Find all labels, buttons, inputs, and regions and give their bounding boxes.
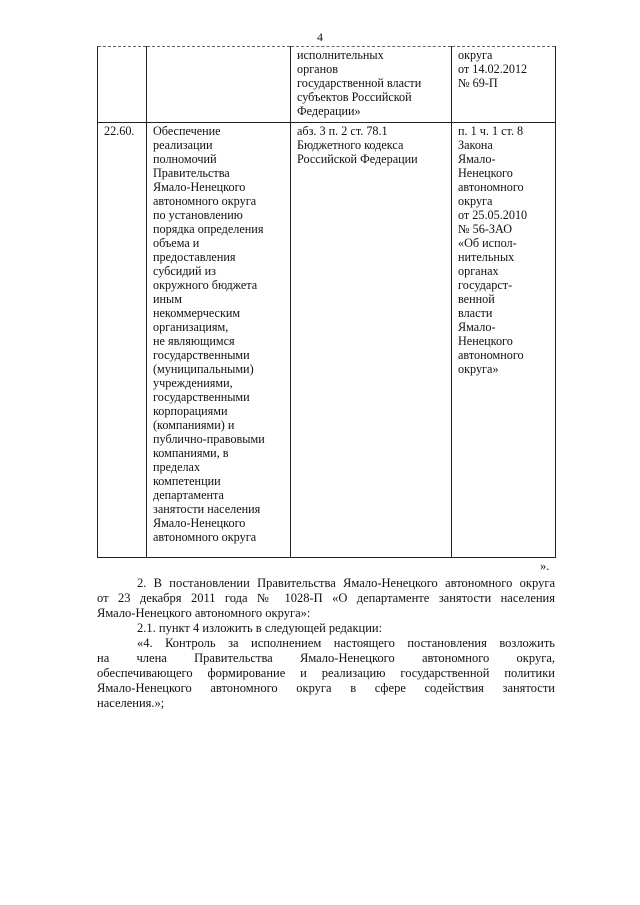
cell-text-line: субсидий из [153, 264, 216, 278]
cell-regulatory-act [452, 47, 556, 123]
cell-legal-basis [291, 47, 452, 123]
cell-text-line: автономного округа [153, 194, 257, 208]
cell-text-line: автономного [458, 180, 524, 194]
cell-text-line: Ямало- [458, 320, 496, 334]
cell-text-line: Ненецкого [458, 334, 513, 348]
cell-text-line: реализации [153, 138, 213, 152]
cell-text-line: некоммерческим [153, 306, 241, 320]
paragraph-line: 2. В постановлении Правительства Ямало-Ненецкого автономного округа [137, 576, 555, 590]
cell-text-line: занятости населения [153, 502, 261, 516]
cell-text-line: иным [153, 292, 182, 306]
cell-text-line: Правительства [153, 166, 230, 180]
cell-text-line: абз. 3 п. 2 ст. 78.1 [297, 124, 388, 138]
cell-text-line: округа [458, 48, 493, 62]
table-row-22-60 [98, 123, 556, 558]
cell-text-line: № 56-ЗАО [458, 222, 513, 236]
paragraph-4-quote [97, 636, 555, 711]
cell-text-line: Российской Федерации [297, 152, 418, 166]
cell-text-line: Закона [458, 138, 493, 152]
cell-text-line: Бюджетного кодекса [297, 138, 404, 152]
cell-text-line: не являющимся [153, 334, 235, 348]
cell-text-line: порядка определения [153, 222, 264, 236]
cell-legal-basis [291, 123, 452, 558]
cell-text-line: государственными [153, 348, 250, 362]
cell-text-line: полномочий [153, 152, 217, 166]
table-row-continuation [98, 47, 556, 123]
cell-text-line: (компаниями) и [153, 418, 235, 432]
cell-text-line: Ненецкого [458, 166, 513, 180]
paragraph-line: Ямало-Ненецкого автономного округа в сфере содействия занятости [97, 681, 555, 695]
cell-regulatory-act [452, 123, 556, 558]
cell-text-line: объема и [153, 236, 200, 250]
cell-text-line: «Об испол- [458, 236, 517, 250]
cell-description [147, 123, 291, 558]
cell-text-line: исполнительных [297, 48, 384, 62]
cell-text-line: Ямало-Ненецкого [153, 516, 246, 530]
cell-number: 22.60. [98, 123, 147, 558]
cell-text-line: Федерации» [297, 104, 361, 118]
paragraph-line: 2.1. пункт 4 изложить в следующей редакции: [137, 621, 383, 635]
page-number: 4 [317, 30, 323, 44]
cell-text-line: предоставления [153, 250, 236, 264]
paragraph-line: «4. Контроль за исполнением настоящего постановления возложить [137, 636, 555, 650]
paragraph-line: обеспечивающего формирование и реализацию государственной политики [97, 666, 555, 680]
cell-text-line: автономного [458, 348, 524, 362]
cell-text-line: округа» [458, 362, 499, 376]
paragraph-line: от 23 декабря 2011 года № 1028-П «О департаменте занятости населения [97, 591, 555, 605]
paragraph-2-1 [97, 621, 555, 636]
cell-text-line: власти [458, 306, 493, 320]
cell-text-line: (муниципальными) [153, 362, 254, 376]
cell-text-line: корпорациями [153, 404, 228, 418]
cell-text-line: компаниями, в [153, 446, 229, 460]
cell-text-line: венной [458, 292, 495, 306]
cell-text-line: окружного бюджета [153, 278, 258, 292]
cell-text-line: нительных [458, 250, 515, 264]
cell-text-line: компетенции [153, 474, 221, 488]
cell-text-line: государственной власти [297, 76, 422, 90]
cell-number [98, 47, 147, 123]
paragraph-line: Ямало-Ненецкого автономного округа»: [97, 606, 311, 620]
cell-text-line: по установлению [153, 208, 243, 222]
cell-text-line: органов [297, 62, 338, 76]
paragraph-line: населения.»; [97, 696, 165, 710]
cell-text-line: автономного округа [153, 530, 257, 544]
cell-text-line: государст- [458, 278, 513, 292]
cell-text-line: учреждениями, [153, 376, 233, 390]
cell-text-line: государственными [153, 390, 250, 404]
paragraph-line: на члена Правительства Ямало-Ненецкого автономного округа, [97, 651, 555, 665]
cell-text-line: департамента [153, 488, 224, 502]
cell-text-line: Ямало-Ненецкого [153, 180, 246, 194]
cell-text-line: Ямало- [458, 152, 496, 166]
cell-text-line: организациям, [153, 320, 229, 334]
closing-quote: ». [540, 559, 550, 573]
cell-text-line: органах [458, 264, 499, 278]
cell-text-line: п. 1 ч. 1 ст. 8 [458, 124, 524, 138]
cell-text-line: публично-правовыми [153, 432, 265, 446]
cell-text-line: округа [458, 194, 493, 208]
cell-text-line: от 25.05.2010 [458, 208, 528, 222]
paragraph-2 [97, 576, 555, 621]
legal-table [97, 46, 556, 558]
cell-text-line: от 14.02.2012 [458, 62, 528, 76]
cell-description [147, 47, 291, 123]
cell-text-line: пределах [153, 460, 201, 474]
cell-text-line: № 69-П [458, 76, 498, 90]
cell-text-line: Обеспечение [153, 124, 221, 138]
cell-text-line: субъектов Российской [297, 90, 412, 104]
